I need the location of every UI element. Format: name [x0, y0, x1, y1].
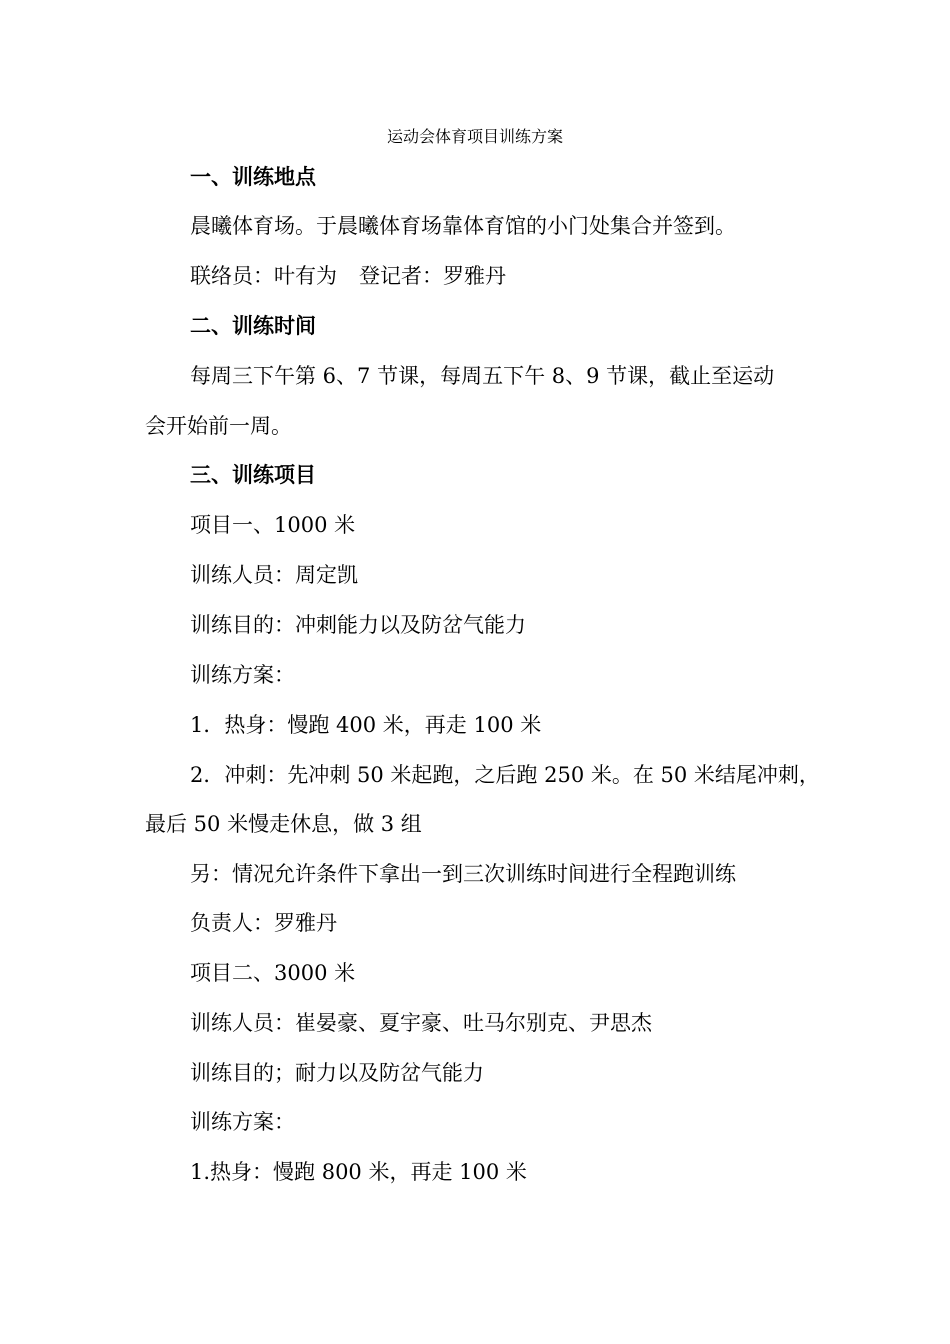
location-text: 晨曦体育场。于晨曦体育场靠体育馆的小门处集合并签到。 [190, 214, 736, 238]
recorder-person: 登记者：罗雅丹 [359, 264, 506, 288]
item1-note: 另：情况允许条件下拿出一到三次训练时间进行全程跑训练 [190, 862, 736, 886]
time-text-line2: 会开始前一周。 [145, 414, 292, 438]
document-title: 运动会体育项目训练方案 [386, 127, 563, 146]
item1-plan-label: 训练方案： [190, 663, 295, 687]
item1-title: 项目一、1000 米 [190, 513, 356, 537]
item2-purpose: 训练目的；耐力以及防岔气能力 [190, 1061, 484, 1085]
item1-purpose: 训练目的：冲刺能力以及防岔气能力 [190, 613, 526, 637]
contact-person: 联络员：叶有为 [190, 264, 337, 288]
item2-plan-label: 训练方案： [190, 1110, 295, 1134]
section-heading-time: 二、训练时间 [190, 314, 316, 338]
item1-owner: 负责人：罗雅丹 [190, 911, 337, 935]
item2-step1: 1.热身：慢跑 800 米，再走 100 米 [190, 1160, 527, 1184]
section-heading-items: 三、训练项目 [190, 463, 316, 487]
item1-step2-line1: 2．冲刺：先冲刺 50 米起跑，之后跑 250 米。在 50 米结尾冲刺， [190, 763, 820, 787]
time-text-line1: 每周三下午第 6、7 节课，每周五下午 8、9 节课，截止至运动 [190, 364, 775, 388]
item1-step2-line2: 最后 50 米慢走休息，做 3 组 [145, 812, 422, 836]
item2-trainees: 训练人员：崔晏豪、夏宇豪、吐马尔别克、尹思杰 [190, 1011, 652, 1035]
item1-trainees: 训练人员：周定凯 [190, 563, 358, 587]
item2-title: 项目二、3000 米 [190, 961, 356, 985]
item1-step1: 1．热身：慢跑 400 米，再走 100 米 [190, 713, 542, 737]
contact-line [190, 261, 506, 291]
section-heading-location: 一、训练地点 [190, 165, 316, 189]
